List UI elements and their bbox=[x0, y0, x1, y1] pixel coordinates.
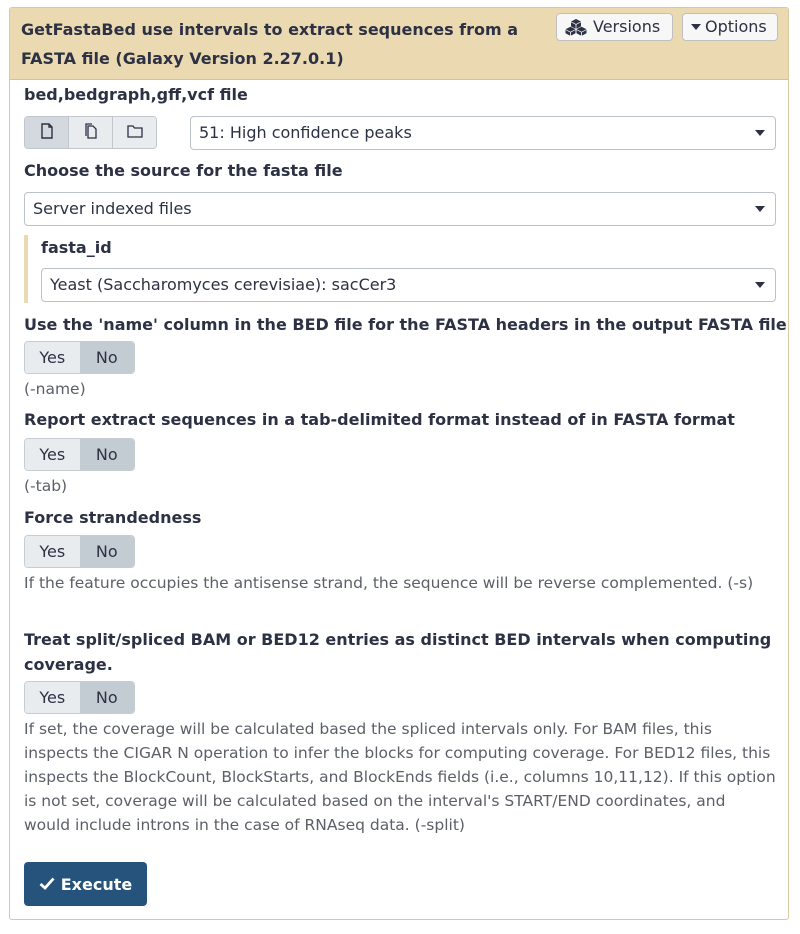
check-icon bbox=[39, 875, 55, 894]
name-help: (-name) bbox=[24, 380, 86, 398]
name-no-button[interactable]: No bbox=[80, 342, 135, 373]
cubes-icon bbox=[565, 18, 587, 36]
split-no-button[interactable]: No bbox=[80, 682, 135, 713]
execute-label: Execute bbox=[60, 874, 133, 894]
fasta-source-select[interactable] bbox=[24, 192, 776, 226]
tab-format-label: Report extract sequences in a tab-delimited format instead of in FASTA format bbox=[24, 410, 735, 429]
tool-title: GetFastaBed use intervals to extract sequences from a FASTA file (Galaxy Version 2.27.0.1) bbox=[21, 20, 519, 68]
options-button[interactable] bbox=[682, 13, 778, 41]
split-help: If set, the coverage will be calculated based the spliced intervals only. For BAM files, this inspects the CIGAR N operation to infer the blocks for computing coverage. For BED12 files, this inspects the BlockCount, BlockStarts, and BlockEnds fields (i.e., columns 10,11,12). If this option is not set, coverage will be calculated based on the interval's START/END coordinates, and would include introns in the case of RNAseq data. (-split) bbox=[24, 720, 776, 834]
tool-header bbox=[10, 8, 788, 80]
split-yes-button[interactable]: Yes bbox=[25, 682, 80, 713]
chevron-down-icon bbox=[755, 282, 765, 288]
input-dataset-value: 51: High confidence peaks bbox=[199, 123, 412, 142]
single-dataset-button[interactable] bbox=[25, 117, 69, 148]
name-yes-button[interactable]: Yes bbox=[25, 342, 80, 373]
strandedness-label: Force strandedness bbox=[24, 508, 202, 527]
options-label: Options bbox=[705, 17, 767, 36]
strandedness-toggle bbox=[24, 535, 135, 568]
strandedness-help: If the feature occupies the antisense strand, the sequence will be reverse complemented. (-s) bbox=[24, 574, 754, 592]
input-source-buttons bbox=[24, 116, 157, 149]
name-column-toggle bbox=[24, 341, 135, 374]
fasta-id-select[interactable] bbox=[41, 268, 776, 302]
execute-button[interactable] bbox=[24, 862, 147, 906]
tab-yes-button[interactable]: Yes bbox=[25, 439, 80, 470]
folder-icon bbox=[127, 123, 143, 142]
fasta-id-value: Yeast (Saccharomyces cerevisiae): sacCer3 bbox=[50, 275, 397, 294]
fasta-source-value: Server indexed files bbox=[33, 199, 192, 218]
strand-no-button[interactable]: No bbox=[80, 536, 135, 567]
chevron-down-icon bbox=[755, 130, 765, 136]
tab-format-toggle bbox=[24, 438, 135, 471]
fasta-id-label: fasta_id bbox=[41, 238, 112, 257]
split-label: Treat split/spliced BAM or BED12 entries as distinct BED intervals when computing coverage. bbox=[24, 630, 772, 674]
tool-form bbox=[9, 7, 789, 920]
split-toggle bbox=[24, 681, 135, 714]
strand-yes-button[interactable]: Yes bbox=[25, 536, 80, 567]
tab-no-button[interactable]: No bbox=[80, 439, 135, 470]
versions-button[interactable] bbox=[556, 13, 673, 41]
conditional-indicator bbox=[24, 235, 28, 303]
caret-down-icon bbox=[691, 23, 701, 31]
input-dataset-select[interactable] bbox=[190, 116, 776, 150]
name-column-label: Use the 'name' column in the BED file for the FASTA headers in the output FASTA file bbox=[24, 315, 787, 334]
single-dataset-icon bbox=[40, 123, 54, 143]
tab-help: (-tab) bbox=[24, 477, 68, 495]
dataset-collection-button[interactable] bbox=[113, 117, 156, 148]
fasta-source-label: Choose the source for the fasta file bbox=[24, 161, 343, 180]
versions-label: Versions bbox=[593, 17, 661, 36]
input-label: bed,bedgraph,gff,vcf file bbox=[24, 85, 248, 104]
multiple-datasets-button[interactable] bbox=[69, 117, 113, 148]
multiple-datasets-icon bbox=[83, 123, 99, 143]
chevron-down-icon bbox=[755, 206, 765, 212]
